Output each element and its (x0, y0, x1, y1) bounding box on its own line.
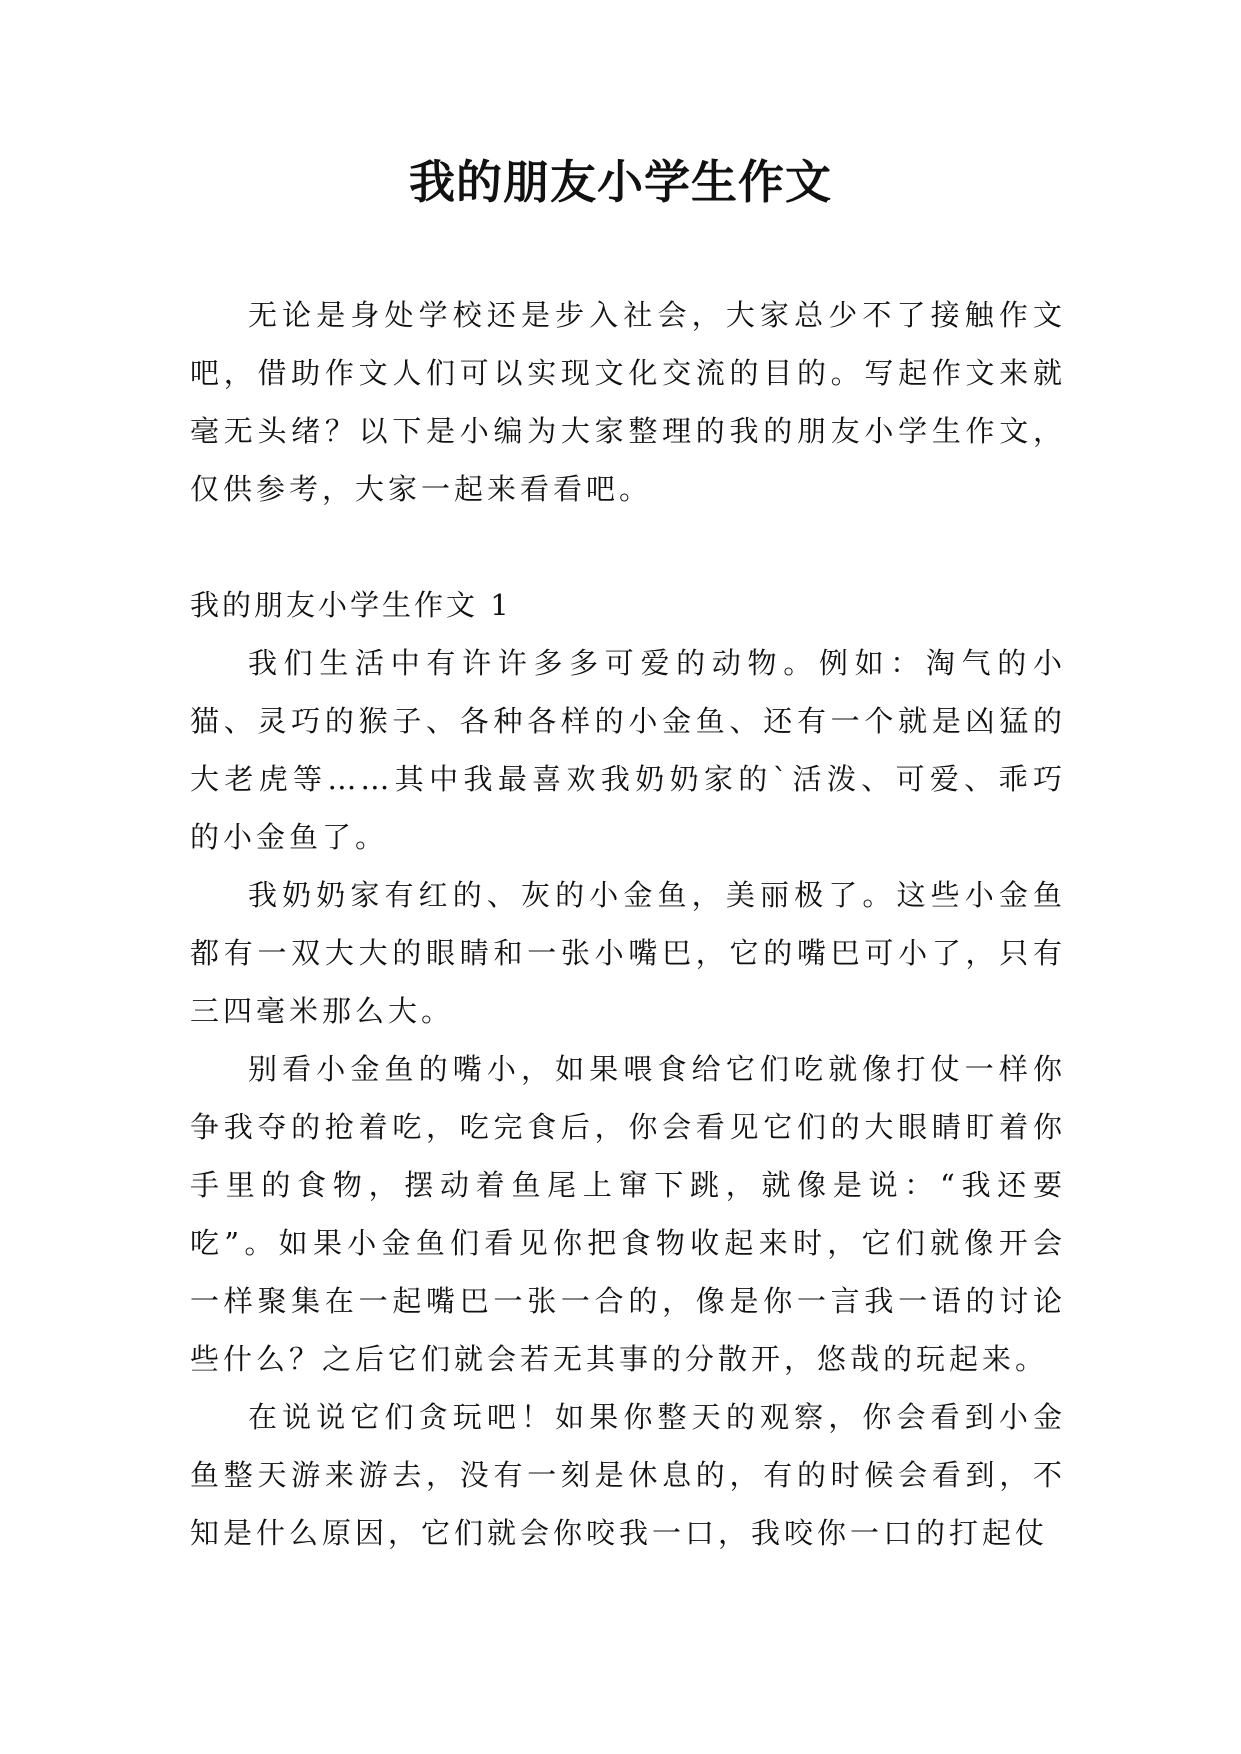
section-heading: 我的朋友小学生作文 1 (190, 588, 512, 622)
body-paragraph: 我奶奶家有红的、灰的小金鱼，美丽极了。这些小金鱼都有一双大大的眼睛和一张小嘴巴，它的嘴巴可小了，只有三四毫米那么大。 (190, 878, 1066, 1028)
document-title: 我的朋友小学生作文 (409, 155, 832, 209)
document-body (190, 286, 1066, 1562)
intro-paragraph: 无论是身处学校还是步入社会，大家总少不了接触作文吧，借助作文人们可以实现文化交流的目的。写起作文来就毫无头绪？以下是小编为大家整理的我的朋友小学生作文，仅供参考，大家一起来看看吧。 (190, 298, 1066, 506)
body-paragraph: 别看小金鱼的嘴小，如果喂食给它们吃就像打仗一样你争我夺的抢着吃，吃完食后，你会看见它们的大眼睛盯着你手里的食物，摆动着鱼尾上窜下跳，就像是说：“我还要吃”。如果小金鱼们看见你把食物收起来时，它们就像开会一样聚集在一起嘴巴一张一合的，像是你一言我一语的讨论些什么？之后它们就会若无其事的分散开，悠哉的玩起来。 (190, 1052, 1066, 1376)
body-paragraph: 在说说它们贪玩吧！如果你整天的观察，你会看到小金鱼整天游来游去，没有一刻是休息的，有的时候会看到，不知是什么原因，它们就会你咬我一口，我咬你一口的打起仗 (190, 1400, 1066, 1550)
body-paragraph: 我们生活中有许许多多可爱的动物。例如：淘气的小猫、灵巧的猴子、各种各样的小金鱼、还有一个就是凶猛的大老虎等……其中我最喜欢我奶奶家的`活泼、可爱、乖巧的小金鱼了。 (190, 646, 1066, 854)
